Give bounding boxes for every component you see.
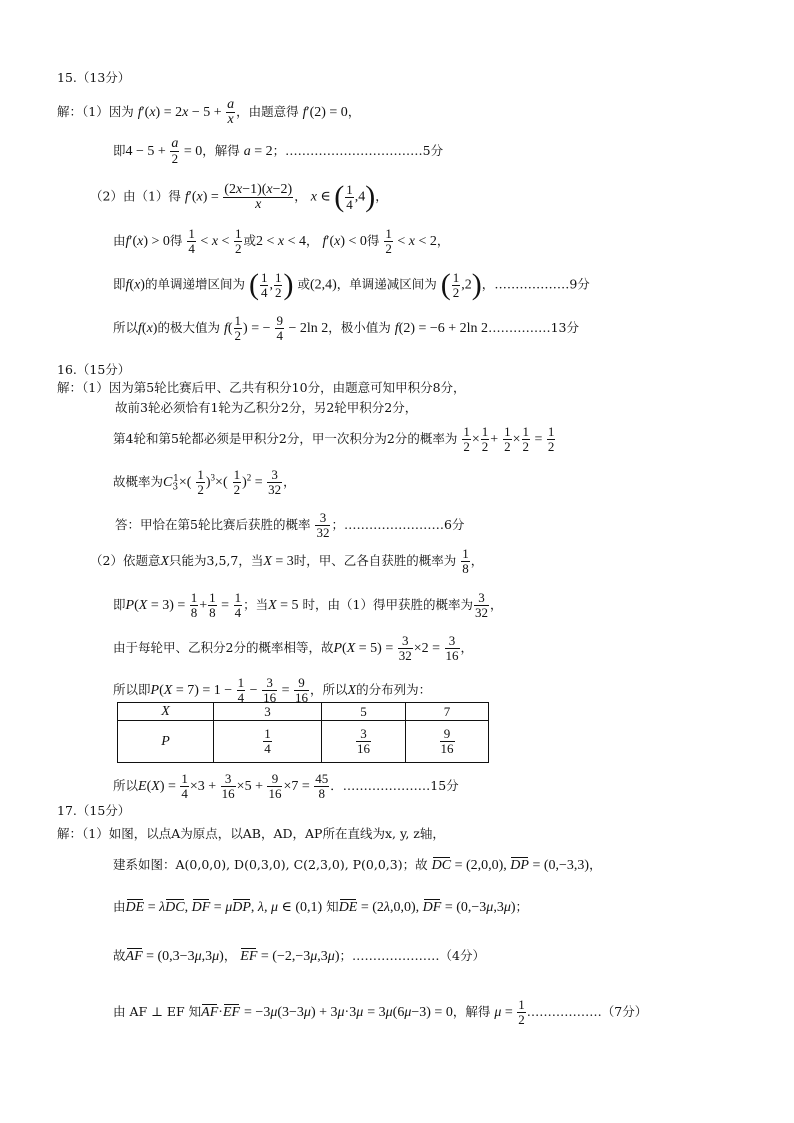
q16-line9: 所以即P(X = 7) = 1 − $\frac{1}{4}$ − $\frac{3}{16}$ = $\frac{9}{16}$ ，所以X的分布列为： — [113, 675, 432, 705]
q16-line7: 即P(X = 3) = $\frac{1}{8}$ + $\frac{1}{8}$ = $\frac{1}{4}$ ；当X = 5 时，由（1）得甲获胜的概率为 $\frac{3}{32}$ ， — [113, 590, 503, 620]
q17-line3: 由DE = λDC, DF = μDP, λ, μ ∈ (0,1) 知DE = (2λ,0,0), DF = (0,−3μ,3μ)； — [113, 899, 529, 915]
q15-line2: 即4 − 5 + $\frac{a}{2}$ = 0，解得 a = 2；……………………………5分 — [113, 136, 444, 166]
q16-line1: 解：（1）因为第5轮比赛后甲、乙共有积分10分，由题意可知甲积分8分， — [57, 380, 466, 395]
table-cell: $\frac{1}{4}$ — [214, 721, 322, 763]
q16-header: 16.（15分） — [57, 362, 131, 377]
q16-line4: 故概率为$C_3^1\times$( $\frac{1}{2}$ )$^3$×( $\frac{1}{2}$ )$^2$ = $\frac{3}{32}$ ， — [113, 467, 296, 497]
q15-line4: 由f′(x) > 0得 $\frac{1}{4}$ < x < $\frac{1}{2}$ 或2 < x < 4， f′(x) < 0得 $\frac{1}{2}$ < x < 2， — [113, 226, 450, 256]
q17-line1: 解：（1）如图，以点A为原点，以AB，AD，AP所在直线为x, y, z轴， — [57, 826, 445, 841]
q17-line2: 建系如图：A(0,0,0), D(0,3,0), C(2,3,0), P(0,0,3)；故 DC = (2,0,0), DP = (0,−3,3)， — [113, 857, 602, 873]
q17-line4: 故AF = (0,3−3μ,3μ)， EF = (−2,−3μ,3μ)；…………………（4分） — [113, 948, 485, 964]
q16-line5: 答：甲恰在第5轮比赛后获胜的概率 $\frac{3}{32}$ ；……………………6分 — [115, 510, 465, 540]
q17-header: 17.（15分） — [57, 803, 131, 818]
q15-header: 15.（13分） — [57, 70, 131, 85]
table-header-cell: X — [118, 703, 214, 721]
q16-line8: 由于每轮甲、乙积分2分的概率相等，故P(X = 5) = $\frac{3}{32}$ ×2 = $\frac{3}{16}$ ， — [113, 633, 474, 663]
table-cell: $\frac{9}{16}$ — [406, 721, 489, 763]
q15-line6: 所以f(x)的极大值为 f( $\frac{1}{2}$ ) = − $\frac{9}{4}$ − 2ln 2，极小值为 f(2) = −6 + 2ln 2……………13分 — [113, 313, 579, 343]
table-header-cell: 7 — [406, 703, 489, 721]
q16-line6: （2）依题意X只能为3,5,7，当X = 3时，甲、乙各自获胜的概率为 $\frac{1}{8}$ ， — [90, 546, 484, 576]
table-row-label: P — [118, 721, 214, 763]
q15-line3: （2）由（1）得 f′(x) = $\frac{(2x-1)(x-2)}{x}$ ， x ∈ ( $\frac{1}{4}$ ,4)， — [90, 180, 388, 213]
q15-line5: 即f(x)的单调递增区间为 ( $\frac{1}{4}$ , $\frac{1}{2}$ ) 或(2,4)，单调递减区间为 ( $\frac{1}{2}$ ,2)，………………9分 — [113, 268, 590, 301]
q16-line3: 第4轮和第5轮都必须是甲积分2分，甲一次积分为2分的概率为 $\frac{1}{2}$ × $\frac{1}{2}$ + $\frac{1}{2}$ × $\frac{1}{2}$ = $\frac{1}{2}$ — [113, 424, 555, 454]
distribution-table — [117, 702, 489, 763]
q16-line2: 故前3轮必须恰有1轮为乙积分2分，另2轮甲积分2分， — [115, 400, 418, 415]
q16-line10: 所以E(X) = $\frac{1}{4}$ ×3 + $\frac{3}{16}$ ×5 + $\frac{9}{16}$ ×7 = $\frac{45}{8}$ ．…………………15分 — [113, 771, 459, 801]
q15-line1: 解：（1）因为 f′(x) = 2x − 5 + $\frac{a}{x}$ ，由题意得 f′(2) = 0， — [57, 97, 361, 127]
table-cell: $\frac{3}{16}$ — [322, 721, 406, 763]
table-header-cell: 5 — [322, 703, 406, 721]
q17-line5: 由 AF ⊥ EF 知AF·EF = −3μ(3−3μ) + 3μ·3μ = 3μ(6μ−3) = 0，解得 μ = $\frac{1}{2}$ ………………（7分） — [113, 997, 648, 1027]
table-header-cell: 3 — [214, 703, 322, 721]
